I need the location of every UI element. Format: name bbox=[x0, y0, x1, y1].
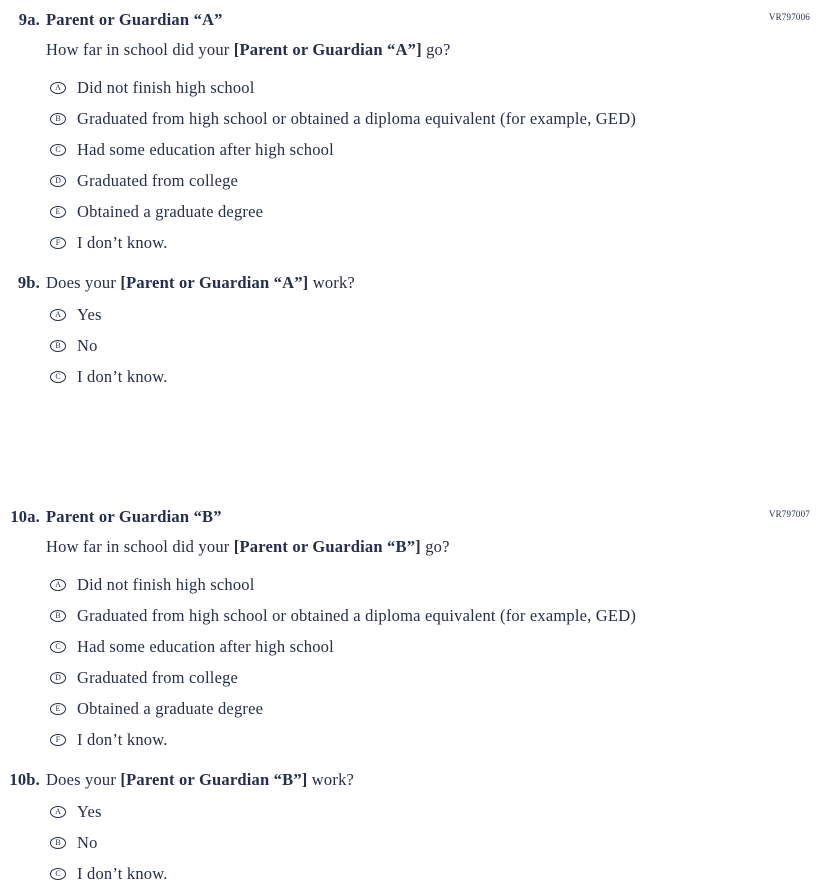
option-label: No bbox=[77, 832, 98, 852]
question-10b bbox=[0, 770, 810, 889]
answer-bubble-icon[interactable]: A bbox=[50, 806, 66, 818]
form-code: VR797006 bbox=[768, 12, 810, 22]
question-10a bbox=[0, 507, 810, 755]
prompt-text: work? bbox=[307, 770, 355, 789]
option-row[interactable] bbox=[50, 72, 810, 103]
answer-bubble-icon[interactable]: B bbox=[50, 340, 66, 352]
option-label: Had some education after high school bbox=[77, 636, 334, 656]
answer-bubble-icon[interactable]: F bbox=[50, 734, 66, 746]
answer-bubble-icon[interactable]: C bbox=[50, 371, 66, 383]
answer-bubble-icon[interactable]: F bbox=[50, 237, 66, 249]
question-prompt bbox=[46, 537, 810, 557]
prompt-text: work? bbox=[308, 273, 355, 292]
question-number: 10a. bbox=[10, 507, 40, 526]
option-label: Graduated from college bbox=[77, 170, 239, 190]
option-label: Graduated from high school or obtained a diploma equivalent (for example, GED) bbox=[77, 108, 637, 128]
option-label: I don’t know. bbox=[77, 729, 168, 749]
option-row[interactable] bbox=[50, 299, 810, 330]
option-row[interactable] bbox=[50, 693, 810, 724]
option-row[interactable] bbox=[50, 165, 810, 196]
option-list bbox=[0, 569, 810, 755]
option-row[interactable] bbox=[50, 858, 810, 889]
prompt-text: go? bbox=[421, 40, 451, 59]
option-label: Did not finish high school bbox=[77, 574, 255, 594]
question-9b-header bbox=[0, 273, 810, 293]
prompt-text: Does your bbox=[46, 770, 121, 789]
option-label: Had some education after high school bbox=[77, 139, 334, 159]
option-label: Graduated from college bbox=[77, 667, 239, 687]
question-title: Parent or Guardian “B” bbox=[46, 507, 222, 526]
answer-bubble-icon[interactable]: E bbox=[50, 703, 66, 715]
answer-bubble-icon[interactable]: B bbox=[50, 610, 66, 622]
question-number: 10b. bbox=[9, 770, 40, 789]
option-label: Did not finish high school bbox=[77, 77, 255, 97]
option-list bbox=[0, 796, 810, 889]
question-9a bbox=[0, 10, 810, 258]
prompt-bold-text: [Parent or Guardian “A”] bbox=[120, 273, 309, 292]
option-label: Obtained a graduate degree bbox=[77, 698, 264, 718]
answer-bubble-icon[interactable]: A bbox=[50, 82, 66, 94]
question-prompt bbox=[46, 273, 355, 293]
option-label: Yes bbox=[77, 801, 102, 821]
prompt-bold-text: [Parent or Guardian “A”] bbox=[233, 40, 422, 59]
answer-bubble-icon[interactable]: D bbox=[50, 175, 66, 187]
prompt-text: How far in school did your bbox=[46, 537, 234, 556]
answer-bubble-icon[interactable]: A bbox=[50, 579, 66, 591]
option-row[interactable] bbox=[50, 631, 810, 662]
answer-bubble-icon[interactable]: A bbox=[50, 309, 66, 321]
answer-bubble-icon[interactable]: C bbox=[50, 868, 66, 880]
question-prompt bbox=[46, 770, 354, 790]
option-label: I don’t know. bbox=[77, 863, 168, 883]
answer-bubble-icon[interactable]: D bbox=[50, 672, 66, 684]
option-label: I don’t know. bbox=[77, 232, 168, 252]
prompt-text: go? bbox=[420, 537, 450, 556]
option-row[interactable] bbox=[50, 724, 810, 755]
answer-bubble-icon[interactable]: C bbox=[50, 144, 66, 156]
question-number: 9a. bbox=[18, 10, 40, 29]
option-row[interactable] bbox=[50, 196, 810, 227]
question-9b bbox=[0, 273, 810, 392]
prompt-bold-text: [Parent or Guardian “B”] bbox=[120, 770, 308, 789]
question-10a-header bbox=[0, 507, 810, 527]
option-label: No bbox=[77, 335, 98, 355]
option-row[interactable] bbox=[50, 569, 810, 600]
question-9a-header bbox=[0, 10, 810, 30]
answer-bubble-icon[interactable]: B bbox=[50, 837, 66, 849]
option-row[interactable] bbox=[50, 827, 810, 858]
answer-bubble-icon[interactable]: B bbox=[50, 113, 66, 125]
option-row[interactable] bbox=[50, 103, 810, 134]
option-row[interactable] bbox=[50, 227, 810, 258]
option-row[interactable] bbox=[50, 134, 810, 165]
question-prompt bbox=[46, 40, 810, 60]
option-row[interactable] bbox=[50, 330, 810, 361]
option-list bbox=[0, 299, 810, 392]
question-title: Parent or Guardian “A” bbox=[46, 10, 223, 29]
option-row[interactable] bbox=[50, 662, 810, 693]
prompt-text: Does your bbox=[46, 273, 121, 292]
option-label: Obtained a graduate degree bbox=[77, 201, 264, 221]
prompt-bold-text: [Parent or Guardian “B”] bbox=[233, 537, 421, 556]
answer-bubble-icon[interactable]: C bbox=[50, 641, 66, 653]
question-10b-header bbox=[0, 770, 810, 790]
option-list bbox=[0, 72, 810, 258]
option-label: Graduated from high school or obtained a diploma equivalent (for example, GED) bbox=[77, 605, 637, 625]
prompt-text: How far in school did your bbox=[46, 40, 234, 59]
option-row[interactable] bbox=[50, 361, 810, 392]
question-number: 9b. bbox=[17, 273, 40, 292]
option-label: Yes bbox=[77, 304, 102, 324]
answer-bubble-icon[interactable]: E bbox=[50, 206, 66, 218]
form-code: VR797007 bbox=[768, 509, 810, 519]
option-label: I don’t know. bbox=[77, 366, 168, 386]
option-row[interactable] bbox=[50, 796, 810, 827]
option-row[interactable] bbox=[50, 600, 810, 631]
